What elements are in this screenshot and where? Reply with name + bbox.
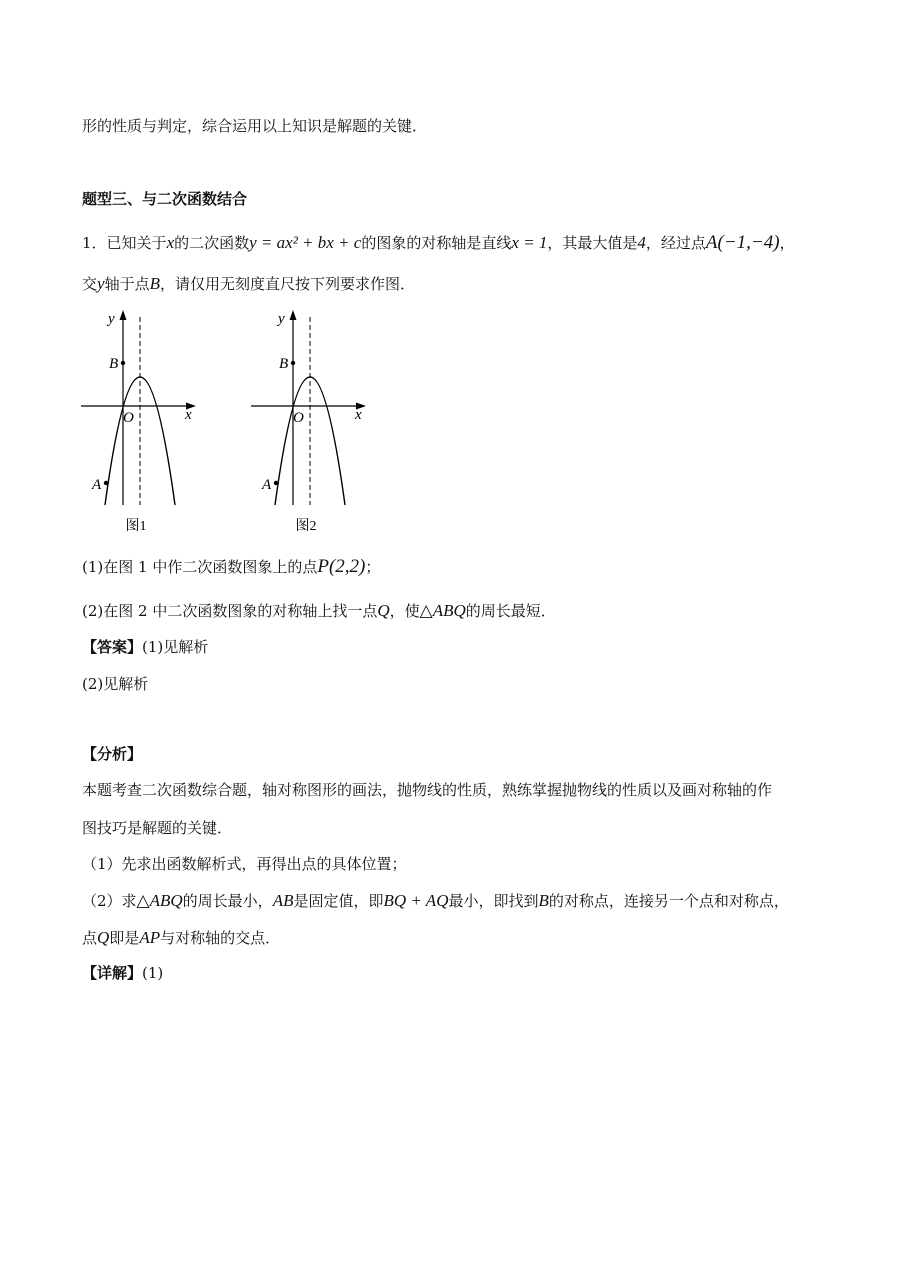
y-axis-label: y	[108, 311, 115, 327]
problem-line-2: 交y轴于点B，请仅用无刻度直尺按下列要求作图．	[82, 274, 415, 293]
x-axis-label: x	[185, 407, 192, 423]
answer-tag: 【答案】	[82, 638, 143, 656]
answer-line-1: 【答案】(1)见解析	[82, 638, 209, 656]
point-a-coords: A(−1,−4)	[705, 232, 780, 253]
section-title: 题型三、与二次函数结合	[82, 190, 248, 208]
quadratic-equation: y = ax² + bx + c	[249, 233, 362, 252]
analysis-paragraph-1: 本题考查二次函数综合题，轴对称图形的画法，抛物线的性质，熟练掌握抛物线的性质以及画对称轴的作	[82, 781, 773, 799]
intro-tail-text: 形的性质与判定，综合运用以上知识是解题的关键．	[82, 117, 428, 135]
answer-line-2: (2)见解析	[82, 675, 149, 693]
point-p-coords: P(2,2)	[317, 556, 366, 577]
analysis-step-3: 点Q即是AP与对称轴的交点．	[82, 928, 281, 947]
figure-1	[75, 305, 205, 540]
origin-label: O	[123, 410, 134, 426]
analysis-step-2: （2）求△ABQ的周长最小，AB是固定值，即BQ + AQ最小，即找到B的对称点，连接另一个点和对称点，	[82, 891, 789, 910]
point-b-label: B	[279, 356, 289, 372]
point-b-label: B	[109, 356, 119, 372]
point-a-label: A	[92, 477, 102, 493]
analysis-step-1: （1）先求出函数解析式，再得出点的具体位置；	[82, 855, 407, 873]
question-1: (1)在图 1 中作二次函数图象上的点P(2,2)；	[82, 556, 381, 577]
problem-number: 1．	[82, 234, 107, 252]
point-a-label: A	[262, 477, 272, 493]
y-axis-label: y	[278, 311, 285, 327]
figure-2	[245, 305, 375, 540]
question-2: (2)在图 2 中二次函数图象的对称轴上找一点Q，使△ABQ的周长最短．	[82, 601, 556, 620]
origin-label: O	[293, 410, 304, 426]
detail-tag: 【详解】	[82, 964, 143, 982]
detail-line: 【详解】(1)	[82, 964, 164, 982]
axis-equation: x = 1	[511, 233, 548, 252]
figure-caption: 图1	[125, 519, 147, 534]
analysis-paragraph-2: 图技巧是解题的关键．	[82, 819, 233, 837]
x-axis-label: x	[355, 407, 362, 423]
problem-line-1: 1．已知关于x的二次函数y = ax² + bx + c的图象的对称轴是直线x = 1，其最大值是4，经过点A(−1,−4)，	[82, 232, 795, 253]
figure-caption: 图2	[295, 519, 317, 534]
analysis-tag: 【分析】	[82, 745, 143, 763]
